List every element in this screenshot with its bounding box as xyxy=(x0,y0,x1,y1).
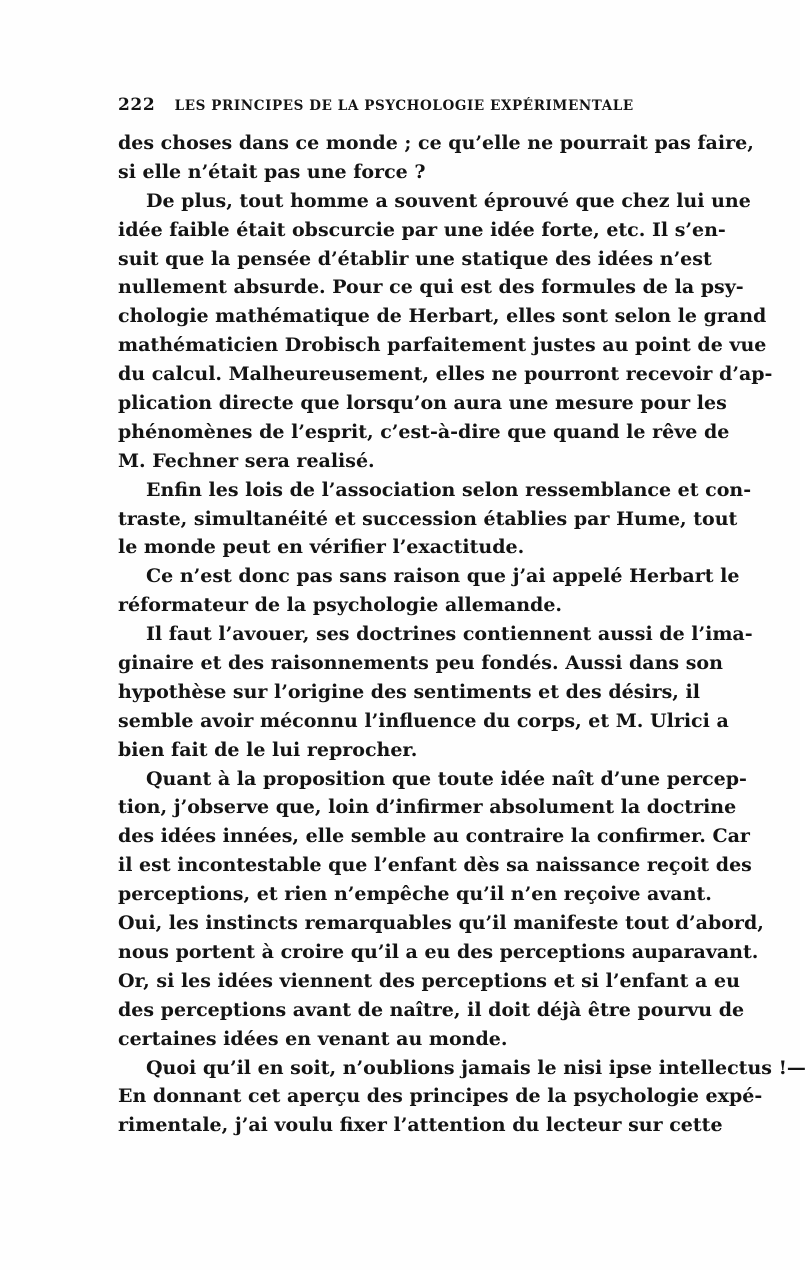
text-line: si elle n’était pas une force ? xyxy=(118,160,426,183)
text-line: M. Fechner sera realisé. xyxy=(118,449,375,472)
text-line: phénomènes de l’esprit, c’est-à-dire que quand le rêve de xyxy=(118,420,730,443)
text-line: mathématicien Drobisch parfaitement justes au point de vue xyxy=(118,334,767,357)
text-line: plication directe que lorsqu’on aura une mesure pour les xyxy=(118,392,727,415)
text-line: Ce n’est donc pas sans raison que j’ai appelé Herbart le xyxy=(146,565,740,588)
text-line: Or, si les idées viennent des perceptions et si l’enfant a eu xyxy=(118,969,740,992)
text-line: des idées innées, elle semble au contraire la confirmer. Car xyxy=(118,825,750,848)
text-line: tion, j’observe que, loin d’infirmer absolument la doctrine xyxy=(118,796,737,819)
running-title: LES PRINCIPES DE LA PSYCHOLOGIE EXPÉRIMENTALE xyxy=(174,98,634,114)
text-line: hypothèse sur l’origine des sentiments et des désirs, il xyxy=(118,680,700,703)
text-line: le monde peut en vérifier l’exactitude. xyxy=(118,536,525,559)
text-line: traste, simultanéité et succession établies par Hume, tout xyxy=(118,507,738,530)
running-header xyxy=(118,93,678,117)
text-line: idée faible était obscurcie par une idée forte, etc. Il s’en- xyxy=(118,218,726,241)
page-number: 222 xyxy=(118,95,156,115)
text-line: certaines idées en venant au monde. xyxy=(118,1027,508,1050)
text-line: des choses dans ce monde ; ce qu’elle ne pourrait pas faire, xyxy=(118,132,754,154)
text-line: Enfin les lois de l’association selon ressemblance et con- xyxy=(146,478,752,501)
body-text xyxy=(118,129,806,1140)
text-line: des perceptions avant de naître, il doit déjà être pourvu de xyxy=(118,998,745,1021)
text-line: du calcul. Malheureusement, elles ne pourront recevoir d’ap- xyxy=(118,363,773,386)
text-line: Quoi qu’il en soit, n’oublions jamais le nisi ipse intellectus !— xyxy=(146,1056,806,1079)
text-line: bien fait de le lui reprocher. xyxy=(118,738,418,761)
text-line: semble avoir méconnu l’influence du corps, et M. Ulrici a xyxy=(118,709,729,732)
text-line: Quant à la proposition que toute idée naît d’une percep- xyxy=(146,767,747,790)
text-line: En donnant cet aperçu des principes de la psychologie expé- xyxy=(118,1085,763,1108)
text-line: De plus, tout homme a souvent éprouvé que chez lui une xyxy=(146,189,751,212)
text-line: suit que la pensée d’établir une statique des idées n’est xyxy=(118,247,712,270)
text-line: il est incontestable que l’enfant dès sa naissance reçoit des xyxy=(118,854,752,877)
text-line: nullement absurde. Pour ce qui est des formules de la psy- xyxy=(118,276,744,299)
text-line: Oui, les instincts remarquables qu’il manifeste tout d’abord, xyxy=(118,912,764,935)
text-line: Il faut l’avouer, ses doctrines contiennent aussi de l’ima- xyxy=(146,623,753,646)
text-line: nous portent à croire qu’il a eu des perceptions auparavant. xyxy=(118,940,759,963)
text-line: réformateur de la psychologie allemande. xyxy=(118,594,563,617)
text-line: rimentale, j’ai voulu fixer l’attention du lecteur sur cette xyxy=(118,1114,723,1137)
text-line: perceptions, et rien n’empêche qu’il n’en reçoive avant. xyxy=(118,883,712,906)
text-line: chologie mathématique de Herbart, elles sont selon le grand xyxy=(118,305,767,328)
text-line: ginaire et des raisonnements peu fondés. Aussi dans son xyxy=(118,652,723,675)
